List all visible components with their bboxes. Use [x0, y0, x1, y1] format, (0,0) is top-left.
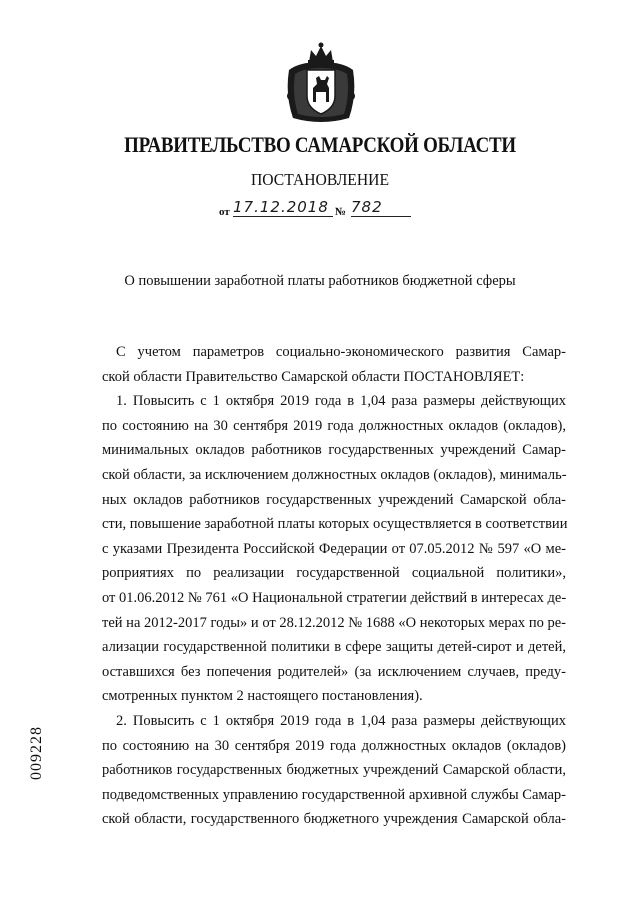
body-line: оставшихся без попечения родителей» (за исключением случаев, преду-: [102, 663, 566, 680]
document-date: 17.12.2018: [233, 198, 333, 217]
body-line: работников государственных бюджетных учреждений Самарской области,: [102, 762, 566, 779]
document-number: 782: [351, 198, 411, 217]
coat-of-arms-emblem: [283, 40, 359, 124]
body-line: от 01.06.2012 № 761 «О Национальной стратегии действий в интересах де-: [102, 589, 567, 606]
body-line: подведомственных управлению государственной архивной службы Самар-: [102, 786, 566, 803]
document-body: [102, 340, 566, 832]
date-number-line: [219, 198, 439, 220]
body-line: ской области Правительство Самарской области ПОСТАНОВЛЯЕТ:: [102, 368, 525, 385]
body-line: по состоянию на 30 сентября 2019 года должностных окладов (окладов),: [102, 417, 566, 434]
body-line: смотренных пунктом 2 настоящего постановления).: [102, 688, 423, 705]
body-line: ской области, государственного бюджетного учреждения Самарской обла-: [102, 811, 566, 828]
organization-title: ПРАВИТЕЛЬСТВО САМАРСКОЙ ОБЛАСТИ: [124, 132, 516, 157]
date-prefix: от: [219, 206, 230, 218]
body-line: ализации государственной политики в сфере защиты детей-сирот и детей,: [102, 639, 566, 656]
body-line: ных окладов работников государственных учреждений Самарской обла-: [102, 491, 566, 508]
body-line: С учетом параметров социально-экономического развития Самар-: [116, 344, 566, 360]
body-line: сти, повышение заработной платы которых осуществляется в соответствии: [102, 516, 568, 533]
document-type: ПОСТАНОВЛЕНИЕ: [250, 170, 389, 189]
body-line: роприятиях по реализации государственной социальной политики»,: [102, 565, 566, 582]
side-registration-number: 009228: [28, 726, 45, 780]
body-line: 2. Повысить с 1 октября 2019 года в 1,04 раза размеры действующих: [116, 712, 566, 729]
body-line: по состоянию на 30 сентября 2019 года должностных окладов (окладов): [102, 737, 566, 754]
body-line: ской области, за исключением должностных окладов (окладов), минималь-: [102, 466, 567, 483]
body-line: 1. Повысить с 1 октября 2019 года в 1,04 раза размеры действующих: [116, 393, 566, 410]
body-line: минимальных окладов работников государственных учреждений Самар-: [102, 442, 566, 459]
number-prefix: №: [335, 206, 347, 218]
body-line: тей на 2012-2017 годы» и от 28.12.2012 № 1688 «О некоторых мерах по ре-: [102, 614, 566, 631]
document-subject: О повышении заработной платы работников бюджетной сферы: [124, 273, 516, 289]
body-line: с указами Президента Российской Федерации от 07.05.2012 № 597 «О ме-: [102, 540, 566, 557]
